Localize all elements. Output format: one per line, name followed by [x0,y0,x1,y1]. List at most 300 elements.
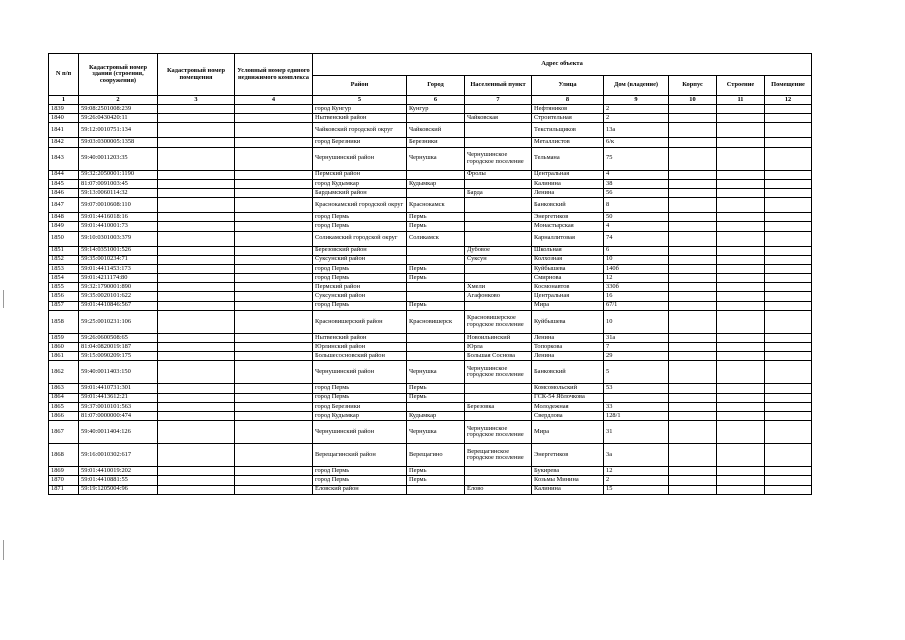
premises-number-cell [158,147,235,170]
settlement-cell: Дубовое [465,246,532,255]
room-cell [765,411,812,420]
building-cell [669,301,717,310]
conditional-number-cell [235,476,313,485]
conditional-number-cell [235,105,313,114]
building-cell [669,274,717,283]
district-cell: Краснокамский городской округ [313,198,407,213]
table-row [49,292,812,301]
structure-cell [717,123,765,138]
room-cell [765,147,812,170]
structure-cell [717,274,765,283]
table-row [49,411,812,420]
city-cell: Пермь [407,301,465,310]
premises-number-cell [158,333,235,342]
conditional-number-cell [235,485,313,494]
premises-number-cell [158,114,235,123]
street-cell: Нефтяников [532,105,604,114]
cadastral-number-cell: 59:03:0300005:1358 [79,138,158,147]
city-cell: Чернушка [407,421,465,444]
house-cell: 16 [604,292,669,301]
conditional-number-cell [235,274,313,283]
district-cell: город Пермь [313,213,407,222]
structure-cell [717,292,765,301]
premises-number-cell [158,105,235,114]
house-cell: 31 [604,421,669,444]
settlement-cell: Чернушинское городское поселение [465,361,532,384]
room-cell [765,188,812,197]
table-row [49,393,812,402]
premises-number-cell [158,292,235,301]
structure-cell [717,138,765,147]
structure-cell [717,485,765,494]
cadastral-number-cell: 81:04:0820019:187 [79,343,158,352]
conditional-number-cell [235,264,313,273]
col-number: 12 [765,96,812,105]
cadastral-number-cell: 59:40:0011203:35 [79,147,158,170]
room-cell [765,476,812,485]
district-cell: Чернушинский район [313,361,407,384]
premises-number-cell [158,264,235,273]
building-cell [669,361,717,384]
table-row [49,264,812,273]
row-number-cell: 1843 [49,147,79,170]
district-cell: Нытвенский район [313,114,407,123]
row-number-cell: 1841 [49,123,79,138]
premises-number-cell [158,123,235,138]
cadastral-number-cell: 59:35:0010234:71 [79,255,158,264]
row-number-cell: 1866 [49,411,79,420]
row-number-cell: 1857 [49,301,79,310]
structure-cell [717,421,765,444]
row-number-cell: 1854 [49,274,79,283]
conditional-number-cell [235,310,313,333]
scan-edge-line [3,540,4,560]
street-cell: Карналлитовая [532,231,604,246]
room-cell [765,467,812,476]
premises-number-cell [158,352,235,361]
street-cell: Козьмы Минина [532,476,604,485]
conditional-number-cell [235,255,313,264]
premises-number-cell [158,246,235,255]
cadastral-number-cell: 59:12:0010751:134 [79,123,158,138]
conditional-number-cell [235,384,313,393]
city-cell: Пермь [407,384,465,393]
settlement-cell: Березовка [465,402,532,411]
room-cell [765,421,812,444]
cadastral-number-cell: 59:32:1790001:890 [79,283,158,292]
cadastral-number-cell: 59:01:4413612:21 [79,393,158,402]
street-cell: Комсомольский [532,384,604,393]
settlement-cell [465,179,532,188]
structure-cell [717,384,765,393]
col-number: 9 [604,96,669,105]
settlement-cell [465,222,532,231]
structure-cell [717,283,765,292]
conditional-number-cell [235,213,313,222]
conditional-number-cell [235,123,313,138]
room-cell [765,170,812,179]
conditional-number-cell [235,198,313,213]
conditional-number-cell [235,292,313,301]
district-cell: город Березники [313,402,407,411]
conditional-number-cell [235,231,313,246]
street-cell: Банковский [532,198,604,213]
structure-cell [717,301,765,310]
house-cell: 50 [604,213,669,222]
settlement-cell [465,198,532,213]
col-number: 10 [669,96,717,105]
table-row [49,384,812,393]
premises-number-cell [158,402,235,411]
col-number: 2 [79,96,158,105]
building-cell [669,421,717,444]
cadastral-number-cell: 59:13:0060114:32 [79,188,158,197]
conditional-number-cell [235,411,313,420]
building-cell [669,476,717,485]
building-cell [669,283,717,292]
city-cell [407,246,465,255]
district-cell: Нытвенский район [313,333,407,342]
building-cell [669,222,717,231]
row-number-cell: 1868 [49,444,79,467]
street-cell: Ленина [532,188,604,197]
city-cell: Соликамск [407,231,465,246]
premises-number-cell [158,138,235,147]
cadastral-number-cell: 59:19:1205004:96 [79,485,158,494]
cadastral-number-cell: 59:16:0010302:617 [79,444,158,467]
conditional-number-cell [235,222,313,231]
premises-number-cell [158,421,235,444]
street-cell: Молодежная [532,402,604,411]
row-number-cell: 1839 [49,105,79,114]
settlement-cell [465,231,532,246]
district-cell: Соликамский городской округ [313,231,407,246]
table-row [49,274,812,283]
house-cell: 2 [604,476,669,485]
room-cell [765,213,812,222]
room-cell [765,138,812,147]
table-row [49,198,812,213]
structure-cell [717,264,765,273]
structure-cell [717,255,765,264]
conditional-number-cell [235,301,313,310]
settlement-cell: Верещагинское городское поселение [465,444,532,467]
room-cell [765,402,812,411]
row-number-cell: 1847 [49,198,79,213]
settlement-cell [465,138,532,147]
house-cell: 53 [604,384,669,393]
col-number: 5 [313,96,407,105]
building-cell [669,170,717,179]
structure-cell [717,310,765,333]
conditional-number-cell [235,138,313,147]
premises-number-cell [158,231,235,246]
city-cell: Пермь [407,467,465,476]
conditional-number-cell [235,333,313,342]
district-cell: Пермский район [313,283,407,292]
city-cell: Пермь [407,222,465,231]
house-cell: 12 [604,274,669,283]
structure-cell [717,352,765,361]
district-cell: Бардымский район [313,188,407,197]
house-cell: 128/1 [604,411,669,420]
cadastral-number-cell: 59:25:0010231:106 [79,310,158,333]
city-cell: Пермь [407,264,465,273]
table-row [49,361,812,384]
building-cell [669,393,717,402]
cadastral-number-cell: 81:07:0091003:45 [79,179,158,188]
street-cell: Монастырская [532,222,604,231]
cadastral-number-cell: 81:07:0000000:474 [79,411,158,420]
city-cell: Кудымкар [407,411,465,420]
city-cell [407,170,465,179]
house-cell: 74 [604,231,669,246]
structure-cell [717,198,765,213]
city-cell: Пермь [407,393,465,402]
room-cell [765,393,812,402]
district-cell: город Кудымкар [313,411,407,420]
district-cell: Еловский район [313,485,407,494]
city-cell: Чернушка [407,147,465,170]
city-cell [407,343,465,352]
city-cell [407,114,465,123]
district-cell: город Пермь [313,264,407,273]
room-cell [765,198,812,213]
district-cell: Верещагинский район [313,444,407,467]
building-cell [669,264,717,273]
settlement-cell: Юрла [465,343,532,352]
district-cell: город Березники [313,138,407,147]
table-row [49,333,812,342]
cadastral-number-cell: 59:15:0090209:175 [79,352,158,361]
cadastral-number-cell: 59:32:2050001:1190 [79,170,158,179]
building-cell [669,333,717,342]
conditional-number-cell [235,421,313,444]
structure-cell [717,476,765,485]
house-cell: 3а [604,444,669,467]
building-cell [669,292,717,301]
street-cell: Букирева [532,467,604,476]
street-cell: Центральная [532,170,604,179]
building-cell [669,114,717,123]
house-cell [604,393,669,402]
row-number-cell: 1855 [49,283,79,292]
premises-number-cell [158,343,235,352]
house-cell: 5 [604,361,669,384]
house-cell: 12 [604,467,669,476]
table-row [49,467,812,476]
row-number-cell: 1867 [49,421,79,444]
premises-number-cell [158,476,235,485]
table-row [49,222,812,231]
row-number-cell: 1865 [49,402,79,411]
row-number-cell: 1844 [49,170,79,179]
room-cell [765,264,812,273]
structure-cell [717,147,765,170]
table-row [49,343,812,352]
street-cell: Металлистов [532,138,604,147]
building-cell [669,231,717,246]
house-cell: 29 [604,352,669,361]
conditional-number-cell [235,188,313,197]
cadastral-number-cell: 59:26:0600508:65 [79,333,158,342]
premises-number-cell [158,274,235,283]
city-cell [407,188,465,197]
city-cell: Чернушка [407,361,465,384]
settlement-cell: Елово [465,485,532,494]
row-number-cell: 1853 [49,264,79,273]
premises-number-cell [158,467,235,476]
row-number-cell: 1852 [49,255,79,264]
district-cell: город Пермь [313,222,407,231]
room-cell [765,222,812,231]
premises-number-cell [158,213,235,222]
city-cell [407,283,465,292]
room-cell [765,485,812,494]
table-row [49,246,812,255]
street-cell: Текстильщиков [532,123,604,138]
row-number-cell: 1861 [49,352,79,361]
cadastral-number-cell: 59:40:0011403:150 [79,361,158,384]
room-cell [765,114,812,123]
cadastral-number-cell: 59:01:4411453:173 [79,264,158,273]
table-row [49,421,812,444]
building-cell [669,310,717,333]
settlement-cell [465,393,532,402]
cadastral-number-cell: 59:35:0020101:622 [79,292,158,301]
structure-cell [717,222,765,231]
room-cell [765,343,812,352]
cadastral-number-cell: 59:37:0010101:563 [79,402,158,411]
cadastral-number-cell: 59:40:0011404:126 [79,421,158,444]
premises-number-cell [158,170,235,179]
settlement-cell: Суксун [465,255,532,264]
header-street: Улица [532,76,604,96]
room-cell [765,179,812,188]
room-cell [765,444,812,467]
header-city: Город [407,76,465,96]
table-row [49,114,812,123]
conditional-number-cell [235,114,313,123]
row-number-cell: 1862 [49,361,79,384]
district-cell: город Кудымкар [313,179,407,188]
settlement-cell [465,384,532,393]
col-number: 6 [407,96,465,105]
district-cell: город Пермь [313,393,407,402]
settlement-cell [465,274,532,283]
district-cell: город Пермь [313,384,407,393]
settlement-cell: Чернушинское городское поселение [465,147,532,170]
header-settlement: Населенный пункт [465,76,532,96]
street-cell: Тельмана [532,147,604,170]
street-cell: Строительная [532,114,604,123]
city-cell [407,333,465,342]
header-cadastral: Кадастровый номер здания (строения, сооружения) [79,54,158,96]
row-number-cell: 1848 [49,213,79,222]
cadastral-number-cell: 59:26:0430420:11 [79,114,158,123]
house-cell: 31а [604,333,669,342]
city-cell: Кудымкар [407,179,465,188]
cadastral-number-cell: 59:01:4410731:301 [79,384,158,393]
col-number: 8 [532,96,604,105]
city-cell [407,402,465,411]
header-address: Адрес объекта [313,54,812,76]
room-cell [765,292,812,301]
settlement-cell: Барда [465,188,532,197]
header-conditional: Условный номер единого недвижимого комплекса [235,54,313,96]
city-cell: Пермь [407,476,465,485]
house-cell: 7 [604,343,669,352]
district-cell: Чернушинский район [313,421,407,444]
settlement-cell: Чайковская [465,114,532,123]
settlement-cell [465,264,532,273]
cadastral-number-cell: 59:01:4410881:55 [79,476,158,485]
conditional-number-cell [235,467,313,476]
table-row [49,402,812,411]
conditional-number-cell [235,444,313,467]
street-cell: Калинина [532,179,604,188]
house-cell: 4 [604,170,669,179]
structure-cell [717,179,765,188]
table-row [49,147,812,170]
house-cell: 6/к [604,138,669,147]
row-number-cell: 1840 [49,114,79,123]
house-cell: 330б [604,283,669,292]
objects-table [48,53,812,495]
house-cell: 6 [604,246,669,255]
table-row [49,310,812,333]
header-room: Помещение [765,76,812,96]
col-number: 3 [158,96,235,105]
conditional-number-cell [235,179,313,188]
structure-cell [717,343,765,352]
district-cell: город Пермь [313,301,407,310]
house-cell: 38 [604,179,669,188]
settlement-cell: Фролы [465,170,532,179]
conditional-number-cell [235,170,313,179]
building-cell [669,138,717,147]
district-cell: Суксунский район [313,255,407,264]
col-number: 1 [49,96,79,105]
settlement-cell: Большая Соснова [465,352,532,361]
col-number: 7 [465,96,532,105]
header-district: Район [313,76,407,96]
house-cell: 13а [604,123,669,138]
room-cell [765,231,812,246]
table-row [49,485,812,494]
premises-number-cell [158,361,235,384]
room-cell [765,384,812,393]
room-cell [765,105,812,114]
street-cell: Куйбышева [532,310,604,333]
col-number: 4 [235,96,313,105]
table-row [49,231,812,246]
city-cell [407,292,465,301]
street-cell: ГСК-54 Яблочкова [532,393,604,402]
header-n: N п/п [49,54,79,96]
table-row [49,283,812,292]
settlement-cell: Агафонково [465,292,532,301]
street-cell: Ленина [532,352,604,361]
house-cell: 10 [604,255,669,264]
col-number: 11 [717,96,765,105]
row-number-cell: 1850 [49,231,79,246]
table-row [49,170,812,179]
city-cell: Пермь [407,213,465,222]
structure-cell [717,333,765,342]
street-cell: Мира [532,301,604,310]
building-cell [669,147,717,170]
